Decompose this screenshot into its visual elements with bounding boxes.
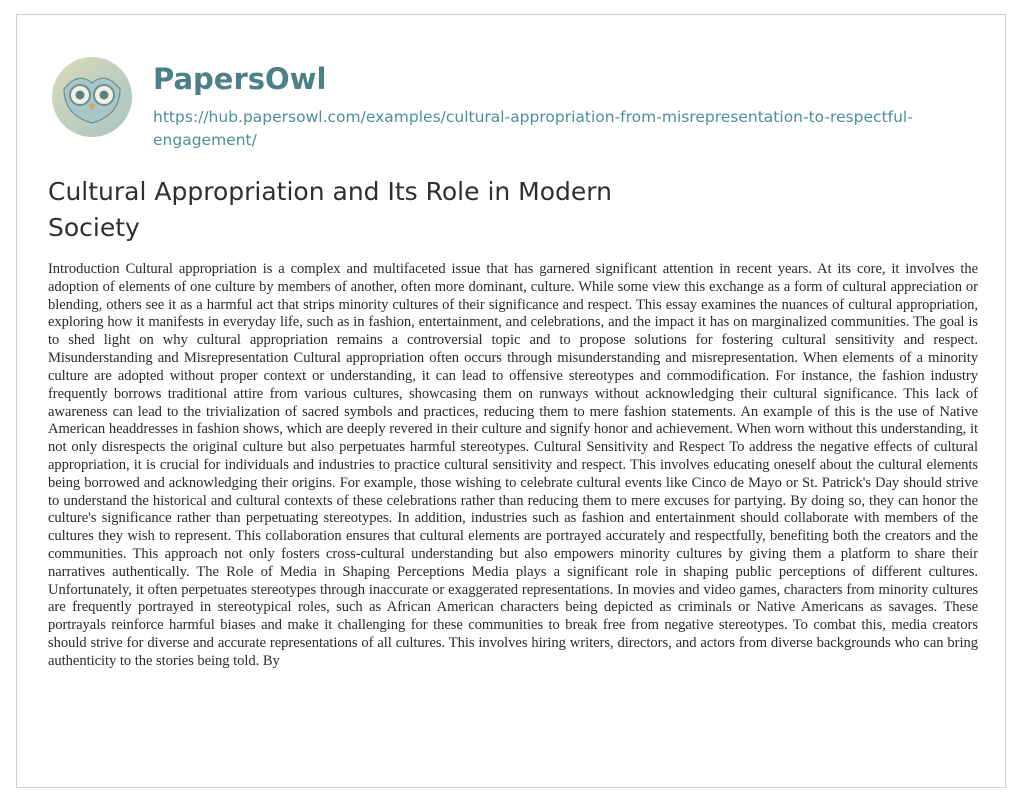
- document-title: Cultural Appropriation and Its Role in Modern Society: [48, 177, 612, 242]
- owl-face-icon: [50, 55, 134, 139]
- source-url-link[interactable]: https://hub.papersowl.com/examples/cultural-appropriation-from-misrepresentation-to-respectful-engagement/: [153, 108, 913, 149]
- essay-body: Introduction Cultural appropriation is a complex and multifaceted issue that has garnered significant attention in recent years. At its core, it involves the adoption of elements of one culture by members of another, often more dominant, culture. While some view this exchange as a form of cultural appreciation or blending, others see it as a harmful act that strips minority cultures of their significance and respect. This essay examines the nuances of cultural appropriation, exploring how it manifests in everyday life, such as in fashion, entertainment, and celebrations, and the impact it has on marginalized communities. The goal is to shed light on why cultural appropriation remains a controversial topic and to propose solutions for fostering cultural sensitivity and respect. Misunderstanding and Misrepresentation Cultural appropriation often occurs through misunderstanding and misrepresentation. When elements of a minority culture are adopted without proper context or understanding, it can lead to offensive stereotypes and commodification. For instance, the fashion industry frequently borrows traditional attire from various cultures, showcasing them on runways without acknowledging their cultural significance. This lack of awareness can lead to the trivialization of sacred symbols and practices, reducing them to mere fashion statements. An example of this is the use of Native American headdresses in fashion shows, which are deeply revered in their culture and signify honor and achievement. When worn without this understanding, it not only disrespects the original culture but also perpetuates harmful stereotypes. Cultural Sensitivity and Respect To address the negative effects of cultural appropriation, it is crucial for individuals and industries to practice cultural sensitivity and respect. This involves educating oneself about the cultural elements being borrowed and acknowledging their origins. For example, those wishing to celebrate cultural events like Cinco de Mayo or St. Patrick's Day should strive to understand the historical and cultural contexts of these celebrations rather than reducing them to mere excuses for partying. By doing so, they can honor the culture's significance rather than perpetuating stereotypes. In addition, industries such as fashion and entertainment should collaborate with members of the cultures they wish to represent. This collaboration ensures that cultural elements are portrayed accurately and respectfully, benefiting both the creators and the communities. This approach not only fosters cross-cultural understanding but also empowers minority cultures by giving them a platform to share their narratives authentically. The Role of Media in Shaping Perceptions Media plays a significant role in shaping public perceptions of different cultures. Unfortunately, it often perpetuates stereotypes through inaccurate or exaggerated representations. In movies and video games, characters from minority cultures are frequently portrayed in stereotypical roles, such as African American characters being depicted as criminals or Native Americans as savages. These portrayals reinforce harmful biases and make it challenging for these communities to break free from negative stereotypes. To combat this, media creators should strive for diverse and accurate representations of all cultures. This involves hiring writers, directors, and actors from diverse backgrounds who can bring authenticity to the stories being told. By: [48, 261, 978, 669]
- brand-name: PapersOwl: [153, 62, 327, 96]
